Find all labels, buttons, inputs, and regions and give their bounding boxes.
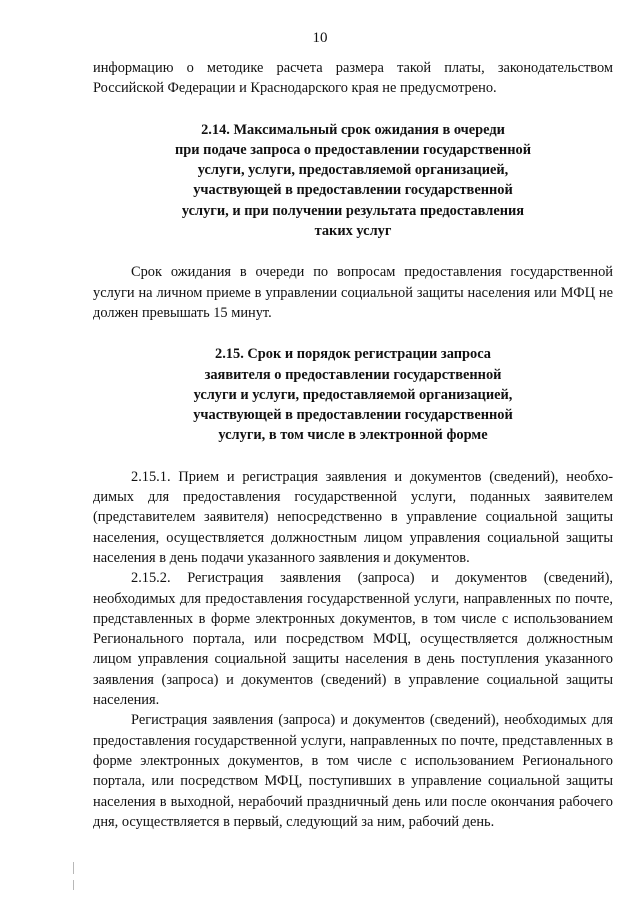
heading-line: услуги и услуги, предоставляемой организацией, <box>193 386 513 403</box>
section-2-15-2-continuation: Регистрация заявления (запроса) и документов (сведений), необходимых для предоставления государственной услуги, направленных по почте, представленных в форме электронных документов, в том числе с использованием Регионального портала, или посредством МФЦ, поступивших в управление социальной защиты населения в выходной, нерабочий праздничный день или после окончания рабочего дня, осуществляется в первый, следующий за ним, рабочий день. <box>93 712 613 830</box>
section-2-15-2-paragraph: 2.15.2. Регистрация заявления (запроса) и документов (сведений), необходимых для предоставления государственной услуги, направленных по почте, представленных в форме электронных документов, в том числе с использованием Регионального портала, или посредством МФЦ, осуществляется должностным лицом управления социальной защиты населения в день поступления указанного заявления (запроса) и документов (сведений) в управление социальной защиты населения. <box>93 570 613 709</box>
heading-line: 2.14. Максимальный срок ожидания в очереди <box>201 121 505 138</box>
heading-line: участвующей в предоставлении государственной <box>193 407 513 424</box>
heading-line: услуги, в том числе в электронной форме <box>218 427 488 444</box>
page-number: 10 <box>312 30 328 46</box>
section-2-15-1-paragraph: 2.15.1. Прием и регистрация заявления и документов (сведений), необходимых для предоставления государственной услуги, поданных заявителем (представителем заявителя) непосредственно в управление социальной защиты населения, осуществляется должностным лицом управления социальной защиты населения в день подачи указанного заявления и документов. <box>93 468 613 566</box>
scan-margin-mark <box>73 862 74 874</box>
heading-line: при подаче запроса о предоставлении государственной <box>174 141 531 158</box>
heading-line: заявителя о предоставлении государственной <box>204 366 502 383</box>
spacer <box>93 446 613 467</box>
heading-line: участвующей в предоставлении государственной <box>193 182 513 199</box>
spacer <box>93 241 613 262</box>
heading-line: услуги, и при получении результата предоставления <box>181 202 525 219</box>
spacer <box>93 99 613 120</box>
spacer <box>93 323 613 344</box>
heading-line: услуги, услуги, предоставляемой организацией, <box>197 162 509 179</box>
section-heading-2-14 <box>93 120 613 242</box>
section-heading-2-15 <box>93 344 613 445</box>
heading-line: 2.15. Срок и порядок регистрации запроса <box>215 346 491 363</box>
scan-margin-mark <box>73 880 74 890</box>
heading-line: таких услуг <box>314 223 392 240</box>
section-2-14-paragraph: Срок ожидания в очереди по вопросам предоставления государственной услуги на личном приеме в управлении социальной защиты населения или МФЦ не должен превышать 15 минут. <box>93 264 613 321</box>
intro-paragraph: информацию о методике расчета размера такой платы, законодательством Российской Федерации и Краснодарского края не предусмотрено. <box>93 60 613 97</box>
page-content <box>93 58 613 832</box>
